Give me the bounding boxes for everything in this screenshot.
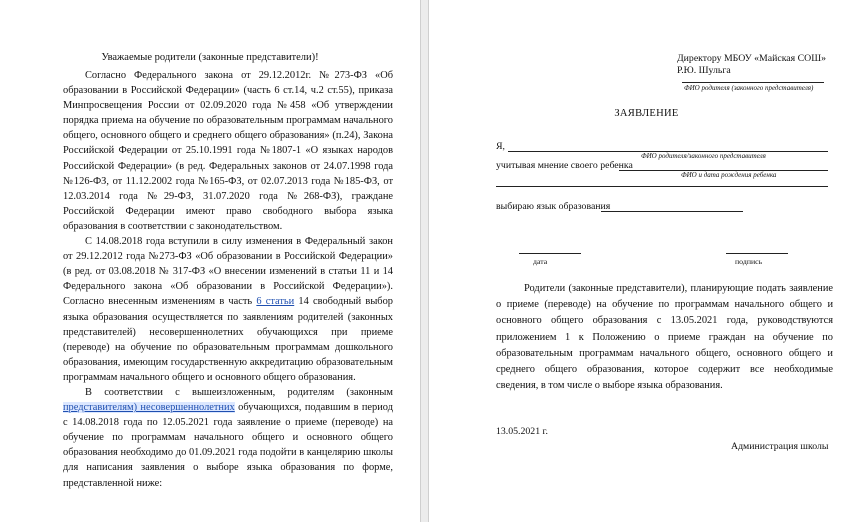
ya-label: Я, xyxy=(496,141,505,152)
left-document-page xyxy=(0,0,421,522)
appeal-body xyxy=(63,68,393,491)
footer-date: 13.05.2021 г. xyxy=(496,426,548,437)
amendments-text-a: С 14.08.2018 года вступили в силу изменения в Федеральный закон от 29.12.2012 года №273-ФЗ «Об образовании в Российской Федерации» (в ред. от 03.08.2018 № 317-ФЗ «О внесении изменений в статьи 11 и 14 Федерального закона «Об образовании в Российской Федерации»). Согласно внесенным изменениям в часть xyxy=(63,236,393,308)
signature-underline xyxy=(726,253,788,254)
child-caption: ФИО и дата рождения ребенка xyxy=(681,171,777,179)
addressee-caption: ФИО родителя (законного представителя) xyxy=(684,84,814,92)
language-underline xyxy=(601,211,743,212)
statement-heading: ЗАЯВЛЕНИЕ xyxy=(614,108,679,119)
note-paragraph: Родители (законные представители), планирующие подать заявление о приеме (переводе) на обучение по программам начального общего и основного общего образования с 13.05.2021 года, руководствуются приложением 1 к Положению о приеме граждан на обучение по образовательным программам начального общего, основного общего и среднего общего образования, которое содержит все необходимые сведения, в том числе о выборе языка образования. xyxy=(496,283,833,392)
signature-caption: подпись xyxy=(735,257,763,266)
right-document-page xyxy=(428,0,863,522)
paragraph-legal-basis: Согласно Федерального закона от 29.12.2012г. №273-ФЗ «Об образовании в Российской Федерации» (часть 6 ст.14, ч.2 ст.55), приказа Минпросвещения России от 02.09.2020 года №458 «Об утверждении порядка приема на обучение по образовательным программам начального общего, основного общего и среднего общего образования» (п.24), Закона Российской Федерации от 25.10.1991 года №1807-1 «О языках народов Российской Федерации» (в ред. Федеральных законов от 24.07.1998 года №126-ФЗ, от 11.12.2002 года №165-ФЗ, от 02.07.2013 года №185-ФЗ, от 12.03.2014 года №29-ФЗ, 31.07.2020 года №268-ФЗ), граждане Российской Федерации имеют право свободного выбора языка образования в соответствии с законодательством. xyxy=(63,70,393,232)
amendments-text-b: 14 свободный выбор языка образования осуществляется по заявлениям родителей (законных представителей) несовершеннолетних обучающихся при приеме (переводе) на обучение по образовательным программам дошкольного образования, имеющим государственную аккредитацию образовательным программам начального общего и основного общего образования. xyxy=(63,296,393,383)
highlighted-phrase: представителям) несовершеннолетних xyxy=(63,402,235,414)
instructions-text-b: обучающихся, подавшим в период с 14.08.2018 года по 12.05.2021 года заявление о приеме (переводе) на обучение по программам начального общего и основного общего образования необходимо до 01.09.2021 года подойти в канцелярию школы для написания заявления о выборе языка образования по форме, представленной ниже: xyxy=(63,402,393,489)
addressee-line-1: Директору МБОУ «Майская СОШ» xyxy=(677,53,827,64)
paragraph-amendments xyxy=(63,234,393,385)
ya-caption: ФИО родителя/законного представителя xyxy=(641,152,766,160)
footer-signature: Администрация школы xyxy=(731,441,829,452)
choose-language-label: выбираю язык образования xyxy=(496,201,611,212)
extra-underline xyxy=(496,186,828,187)
addressee-underline xyxy=(682,82,824,83)
paragraph-instructions xyxy=(63,385,393,491)
date-underline xyxy=(519,253,581,254)
statement-note xyxy=(496,281,833,394)
date-caption: дата xyxy=(533,257,548,266)
instructions-text-a: В соответствии с вышеизложенным, родителям (законным xyxy=(85,386,393,398)
appeal-title: Уважаемые родители (законные представители)! xyxy=(101,52,319,63)
addressee-line-2: Р.Ю. Шульга xyxy=(677,65,731,76)
article-link[interactable]: 6 статьи xyxy=(256,296,295,308)
child-label: учитывая мнение своего ребенка xyxy=(496,160,633,171)
